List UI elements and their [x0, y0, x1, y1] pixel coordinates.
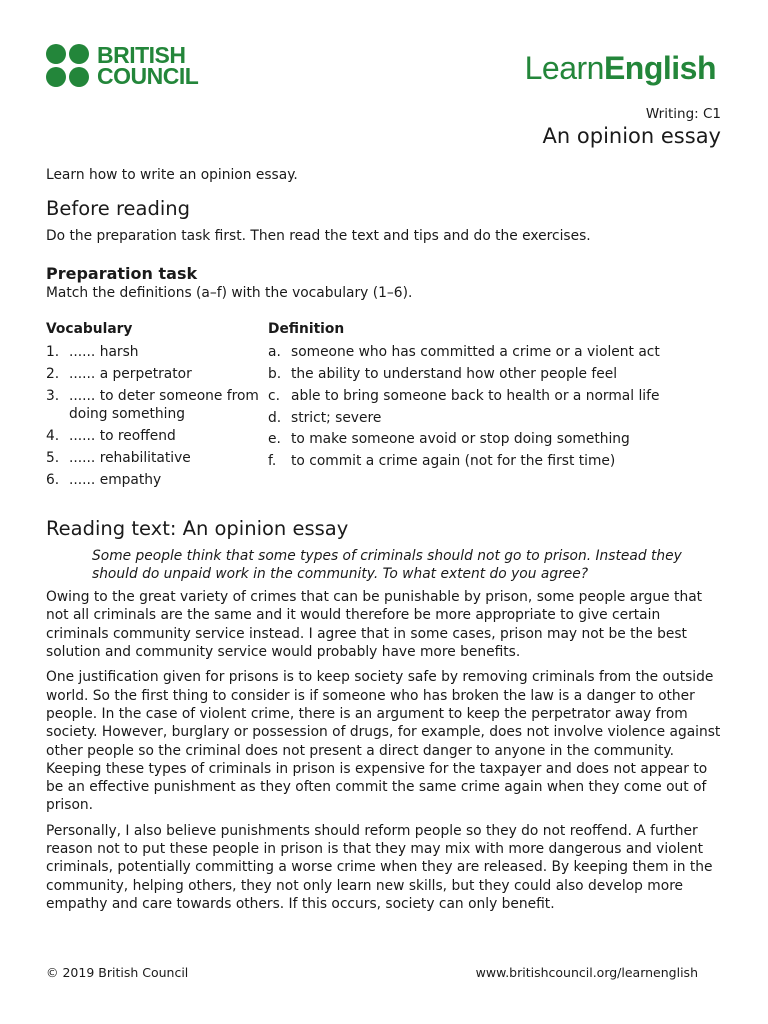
definition-item: f. to commit a crime again (not for the first time): [268, 453, 616, 470]
definition-header: Definition: [268, 320, 345, 337]
document-title: An opinion essay: [542, 124, 721, 148]
definition-item: b. the ability to understand how other people feel: [268, 365, 618, 382]
reading-text-heading: Reading text: An opinion essay: [46, 516, 349, 540]
preparation-task-instruction: Match the definitions (a–f) with the vocabulary (1–6).: [46, 284, 413, 301]
before-reading-heading: Before reading: [46, 197, 191, 221]
essay-paragraph: Owing to the great variety of crimes that can be punishable by prison, some people argue that not all criminals are the same and it would therefore be more appropriate to give certain criminals community service instead. I agree that in some cases, prison may not be the best solution and community service would probably have more benefits.: [46, 589, 703, 661]
vocabulary-item: 1. ...... harsh: [46, 343, 139, 360]
footer-url: www.britishcouncil.org/learnenglish: [475, 965, 698, 980]
definition-list: [268, 343, 726, 471]
matching-exercise: [46, 320, 726, 493]
learnenglish-logo: LearnEnglish: [524, 50, 716, 86]
definition-item: a. someone who has committed a crime or a violent act: [268, 343, 660, 360]
vocabulary-column: [46, 320, 268, 493]
british-council-dots-icon: [46, 44, 89, 87]
british-council-wordmark: BRITISH COUNCIL: [97, 41, 199, 89]
essay-paragraph: One justification given for prisons is to keep society safe by removing criminals from the outside world. So the first thing to consider is if someone who has broken the law is a danger to other people. In the case of violent crime, there is an argument to keep the perpetrator away from society. However, burglary or possession of drugs, for example, does not involve violence against other people so the criminal does not present a direct danger to anyone in the community. Keeping these types of criminals in prison is expensive for the taxpayer and does not appear to be an effective punishment as they often commit the same crime again when they come out of prison.: [46, 669, 721, 814]
vocabulary-item: 5. ...... rehabilitative: [46, 449, 191, 466]
footer-copyright: © 2019 British Council: [46, 965, 189, 980]
vocabulary-header: Vocabulary: [46, 320, 133, 337]
definition-column: [268, 320, 726, 493]
level-label: Writing: C1: [645, 106, 721, 122]
definition-item: e. to make someone avoid or stop doing something: [268, 431, 630, 448]
essay-prompt: Some people think that some types of criminals should not go to prison. Instead they should do unpaid work in the community. To what extent do you agree?: [92, 547, 682, 582]
vocabulary-list: [46, 343, 268, 489]
definition-item: c. able to bring someone back to health or a normal life: [268, 387, 660, 404]
vocabulary-item: 4. ...... to reoffend: [46, 427, 176, 444]
vocabulary-item: 3. ...... to deter someone from doing something: [46, 387, 259, 422]
definition-item: d. strict; severe: [268, 409, 382, 426]
preparation-task-heading: Preparation task: [46, 263, 198, 283]
vocabulary-item: 2. ...... a perpetrator: [46, 365, 192, 382]
british-council-logo: [46, 41, 199, 89]
document-body: [46, 166, 726, 920]
vocabulary-item: 6. ...... empathy: [46, 471, 162, 488]
before-reading-text: Do the preparation task first. Then read the text and tips and do the exercises.: [46, 228, 591, 245]
intro-text: Learn how to write an opinion essay.: [46, 167, 298, 183]
essay-paragraph: Personally, I also believe punishments should reform people so they do not reoffend. A further reason not to put these people in prison is that they may mix with more dangerous and violent criminals, potentially committing a worse crime when they are released. By keeping them in the community, helping others, they not only learn new skills, but they could also develop more empathy and care towards others. If this occurs, society can only benefit.: [46, 822, 713, 912]
